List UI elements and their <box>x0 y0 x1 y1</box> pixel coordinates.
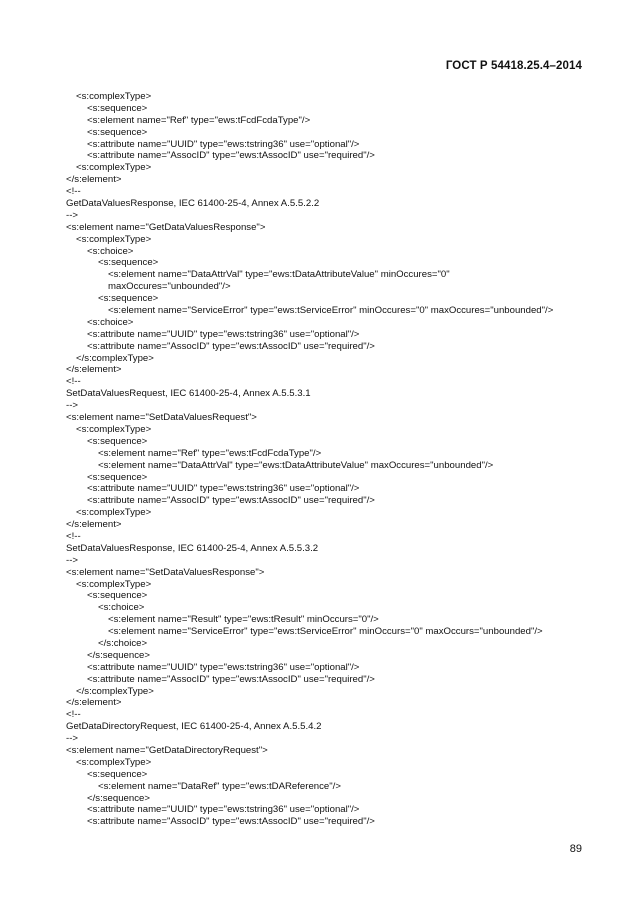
code-line: </s:sequence> <box>87 792 150 804</box>
code-line: <s:attribute name="AssocID" type="ews:tAssocID" use="required"/> <box>87 673 375 685</box>
code-line: <s:attribute name="UUID" type="ews:tstring36" use="optional"/> <box>87 804 360 816</box>
code-line: <s:attribute name="AssocID" type="ews:tAssocID" use="required"/> <box>87 495 375 507</box>
code-line: --> <box>66 209 78 221</box>
code-line: <s:element name="ServiceError" type="ews:tServiceError" minOccurs="0" maxOccurs="unbounded"/> <box>108 626 543 638</box>
code-line: <s:sequence> <box>98 293 159 305</box>
code-line: --> <box>66 400 78 412</box>
page-number: 89 <box>569 843 582 855</box>
code-line: <s:complexType> <box>76 423 152 435</box>
code-line: <s:sequence> <box>87 126 148 138</box>
code-line: </s:element> <box>66 364 122 376</box>
code-line: <s:sequence> <box>87 435 148 447</box>
code-line: <s:sequence> <box>87 102 148 114</box>
code-line: <s:element name="Ref" type="ews:tFcdFcdaType"/> <box>98 447 322 459</box>
code-line: <s:element name="SetDataValuesRequest"> <box>66 412 257 424</box>
code-line: <s:element name="Ref" type="ews:tFcdFcdaType"/> <box>87 114 311 126</box>
code-line: <s:attribute name="UUID" type="ews:tstring36" use="optional"/> <box>87 328 360 340</box>
code-line: <!-- <box>66 376 81 388</box>
code-line: <!-- <box>66 186 81 198</box>
code-line: </s:element> <box>66 519 122 531</box>
code-line: </s:complexType> <box>76 685 154 697</box>
code-line: </s:element> <box>66 174 122 186</box>
document-header: ГОСТ Р 54418.25.4–2014 <box>445 60 582 72</box>
code-line: --> <box>66 554 78 566</box>
code-line: <s:complexType> <box>76 233 152 245</box>
code-line: <s:element name="ServiceError" type="ews:tServiceError" minOccures="0" maxOccures="unbounded"/> <box>108 305 554 317</box>
code-line: SetDataValuesResponse, IEC 61400-25-4, Annex A.5.5.3.2 <box>66 542 319 554</box>
code-line: <s:element name="DataAttrVal" type="ews:tDataAttributeValue" minOccures="0" <box>108 269 450 281</box>
code-line: <s:complexType> <box>76 578 152 590</box>
code-line: <s:element name="Result" type="ews:tResult" minOccurs="0"/> <box>108 614 379 626</box>
code-line: <!-- <box>66 709 81 721</box>
code-line: <s:choice> <box>87 316 134 328</box>
code-line: <s:sequence> <box>87 590 148 602</box>
code-line: GetDataValuesResponse, IEC 61400-25-4, Annex A.5.5.2.2 <box>66 198 320 210</box>
code-line: </s:choice> <box>98 637 148 649</box>
code-line: <s:complexType> <box>76 162 152 174</box>
code-line: <s:attribute name="UUID" type="ews:tstring36" use="optional"/> <box>87 138 360 150</box>
code-line: </s:sequence> <box>87 649 150 661</box>
code-line: <s:attribute name="AssocID" type="ews:tAssocID" use="required"/> <box>87 816 375 828</box>
code-line: <s:complexType> <box>76 756 152 768</box>
code-line: <s:attribute name="AssocID" type="ews:tAssocID" use="required"/> <box>87 150 375 162</box>
code-line: <!-- <box>66 530 81 542</box>
code-line: <s:element name="DataAttrVal" type="ews:tDataAttributeValue" maxOccures="unbounded"/> <box>98 459 494 471</box>
code-line: <s:sequence> <box>87 768 148 780</box>
code-line: <s:attribute name="AssocID" type="ews:tAssocID" use="required"/> <box>87 340 375 352</box>
code-line: GetDataDirectoryRequest, IEC 61400-25-4, Annex A.5.5.4.2 <box>66 721 322 733</box>
xml-code-block <box>66 91 596 828</box>
code-line: <s:element name="SetDataValuesResponse"> <box>66 566 265 578</box>
code-line: <s:choice> <box>98 602 145 614</box>
code-line: </s:element> <box>66 697 122 709</box>
code-line: </s:complexType> <box>76 352 154 364</box>
code-line: <s:element name="GetDataDirectoryRequest"> <box>66 744 268 756</box>
code-line: <s:attribute name="UUID" type="ews:tstring36" use="optional"/> <box>87 661 360 673</box>
code-line: --> <box>66 733 78 745</box>
code-line: maxOccures="unbounded"/> <box>108 281 231 293</box>
code-line: <s:attribute name="UUID" type="ews:tstring36" use="optional"/> <box>87 483 360 495</box>
code-line: <s:element name="GetDataValuesResponse"> <box>66 221 266 233</box>
code-line: <s:sequence> <box>87 471 148 483</box>
code-line: <s:complexType> <box>76 91 152 102</box>
code-line: <s:element name="DataRef" type="ews:tDAReference"/> <box>98 780 341 792</box>
code-line: SetDataValuesRequest, IEC 61400-25-4, Annex A.5.5.3.1 <box>66 388 311 400</box>
code-line: <s:choice> <box>87 245 134 257</box>
code-line: <s:sequence> <box>98 257 159 269</box>
code-line: <s:complexType> <box>76 507 152 519</box>
